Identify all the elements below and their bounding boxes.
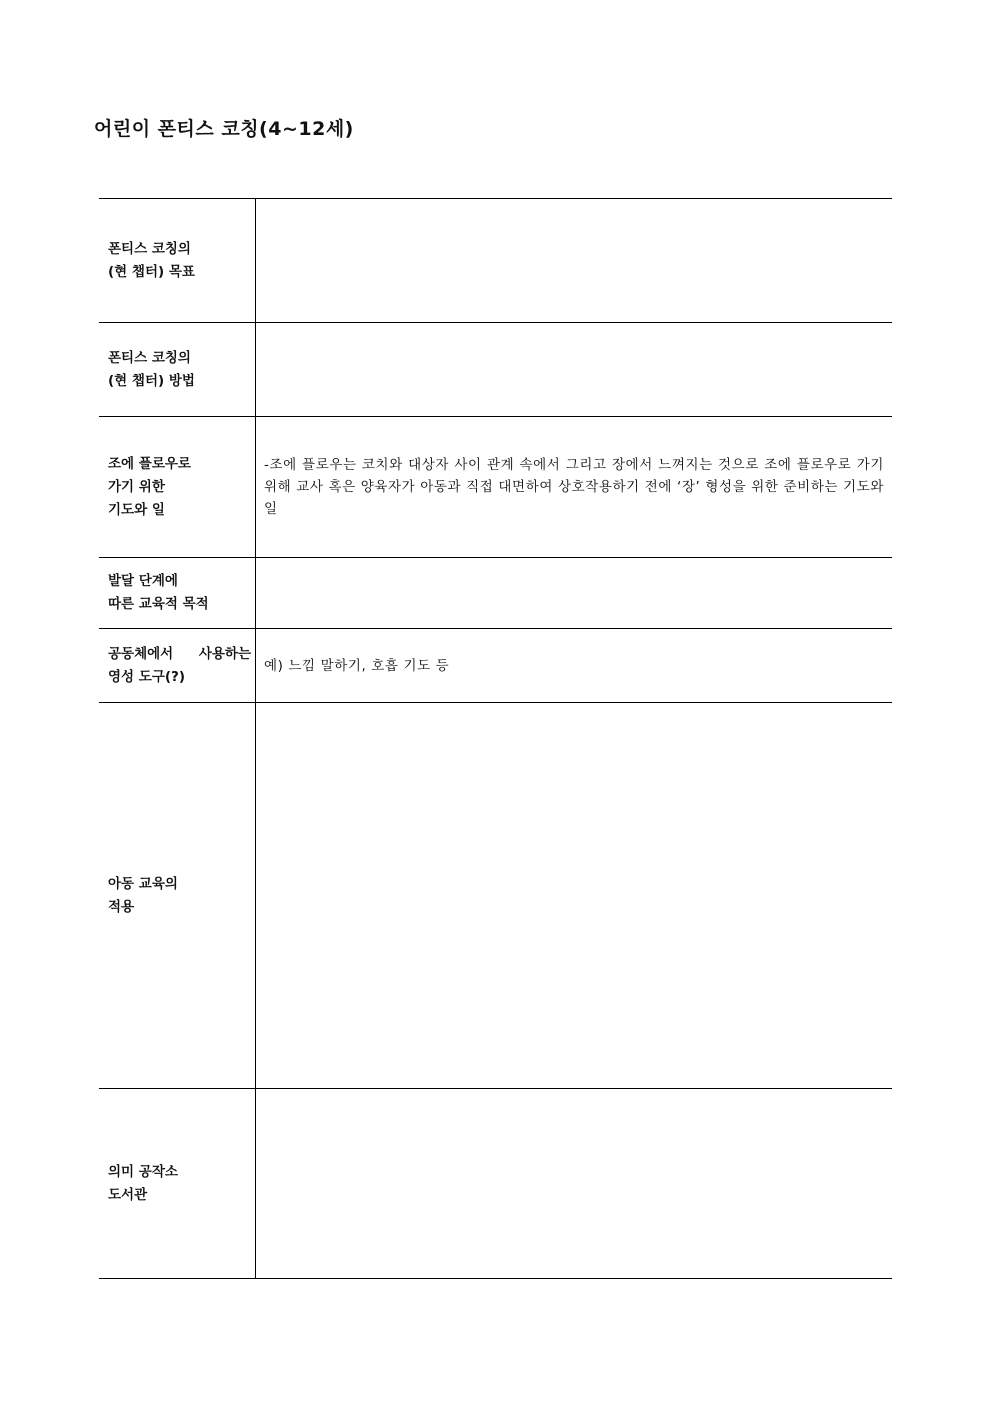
goal-label-line-2: (현 챕터) 목표 <box>108 263 195 280</box>
library-content-cell[interactable] <box>256 1089 893 1279</box>
development-label-line-1: 발달 단계에 <box>108 573 178 589</box>
table-row <box>99 199 892 323</box>
table-row <box>99 703 892 1089</box>
library-label-line-2: 도서관 <box>108 1186 148 1203</box>
row-label-cell <box>99 323 256 417</box>
application-content-cell[interactable] <box>256 703 893 1089</box>
application-label-line-1: 아동 교육의 <box>108 875 178 892</box>
zoe-flow-label-line-2: 가기 위한 <box>108 478 165 495</box>
table-row <box>99 558 892 629</box>
table-row <box>99 323 892 417</box>
method-label-line-1: 폰티스 코칭의 <box>108 349 191 366</box>
table-row <box>99 1089 892 1279</box>
spiritual-tools-content-cell[interactable] <box>256 629 893 703</box>
row-label-cell <box>99 417 256 558</box>
application-label-line-2: 적용 <box>108 898 135 915</box>
development-content-cell[interactable] <box>256 558 893 629</box>
method-label-line-2: (현 챕터) 방법 <box>108 372 195 389</box>
spiritual-tools-label-line-1: 공동체에서 사용하는 <box>108 645 251 662</box>
table-row <box>99 629 892 703</box>
row-label-cell <box>99 703 256 1089</box>
library-label-line-1: 의미 공작소 <box>108 1163 178 1180</box>
table-row <box>99 417 892 558</box>
zoe-flow-label-line-1: 조에 플로우로 <box>108 455 191 472</box>
spiritual-tools-label-line-2: 영성 도구(?) <box>108 668 186 685</box>
row-label-cell <box>99 1089 256 1279</box>
row-label-cell <box>99 199 256 323</box>
goal-content-cell[interactable] <box>256 199 893 323</box>
document-title: 어린이 폰티스 코칭(4~12세) <box>94 118 354 140</box>
row-label-cell <box>99 558 256 629</box>
coaching-form-table <box>99 198 892 1279</box>
development-label-line-2: 따른 교육적 목적 <box>108 596 209 612</box>
spiritual-tools-content: 예) 느낌 말하기, 호흡 기도 등 <box>264 657 450 674</box>
row-label-cell <box>99 629 256 703</box>
goal-label-line-1: 폰티스 코칭의 <box>108 240 191 257</box>
method-content-cell[interactable] <box>256 323 893 417</box>
zoe-flow-content-cell[interactable] <box>256 417 893 558</box>
zoe-flow-content: -조에 플로우는 코치와 대상자 사이 관계 속에서 그리고 장에서 느껴지는 것으로 조에 플로우로 가기 위해 교사 혹은 양육자가 아동과 직접 대면하여 상호작용하기 전에 ‘장’ 형성을 위한 준비하는 기도와 일 <box>264 457 884 517</box>
zoe-flow-label-line-3: 기도와 일 <box>108 501 165 518</box>
